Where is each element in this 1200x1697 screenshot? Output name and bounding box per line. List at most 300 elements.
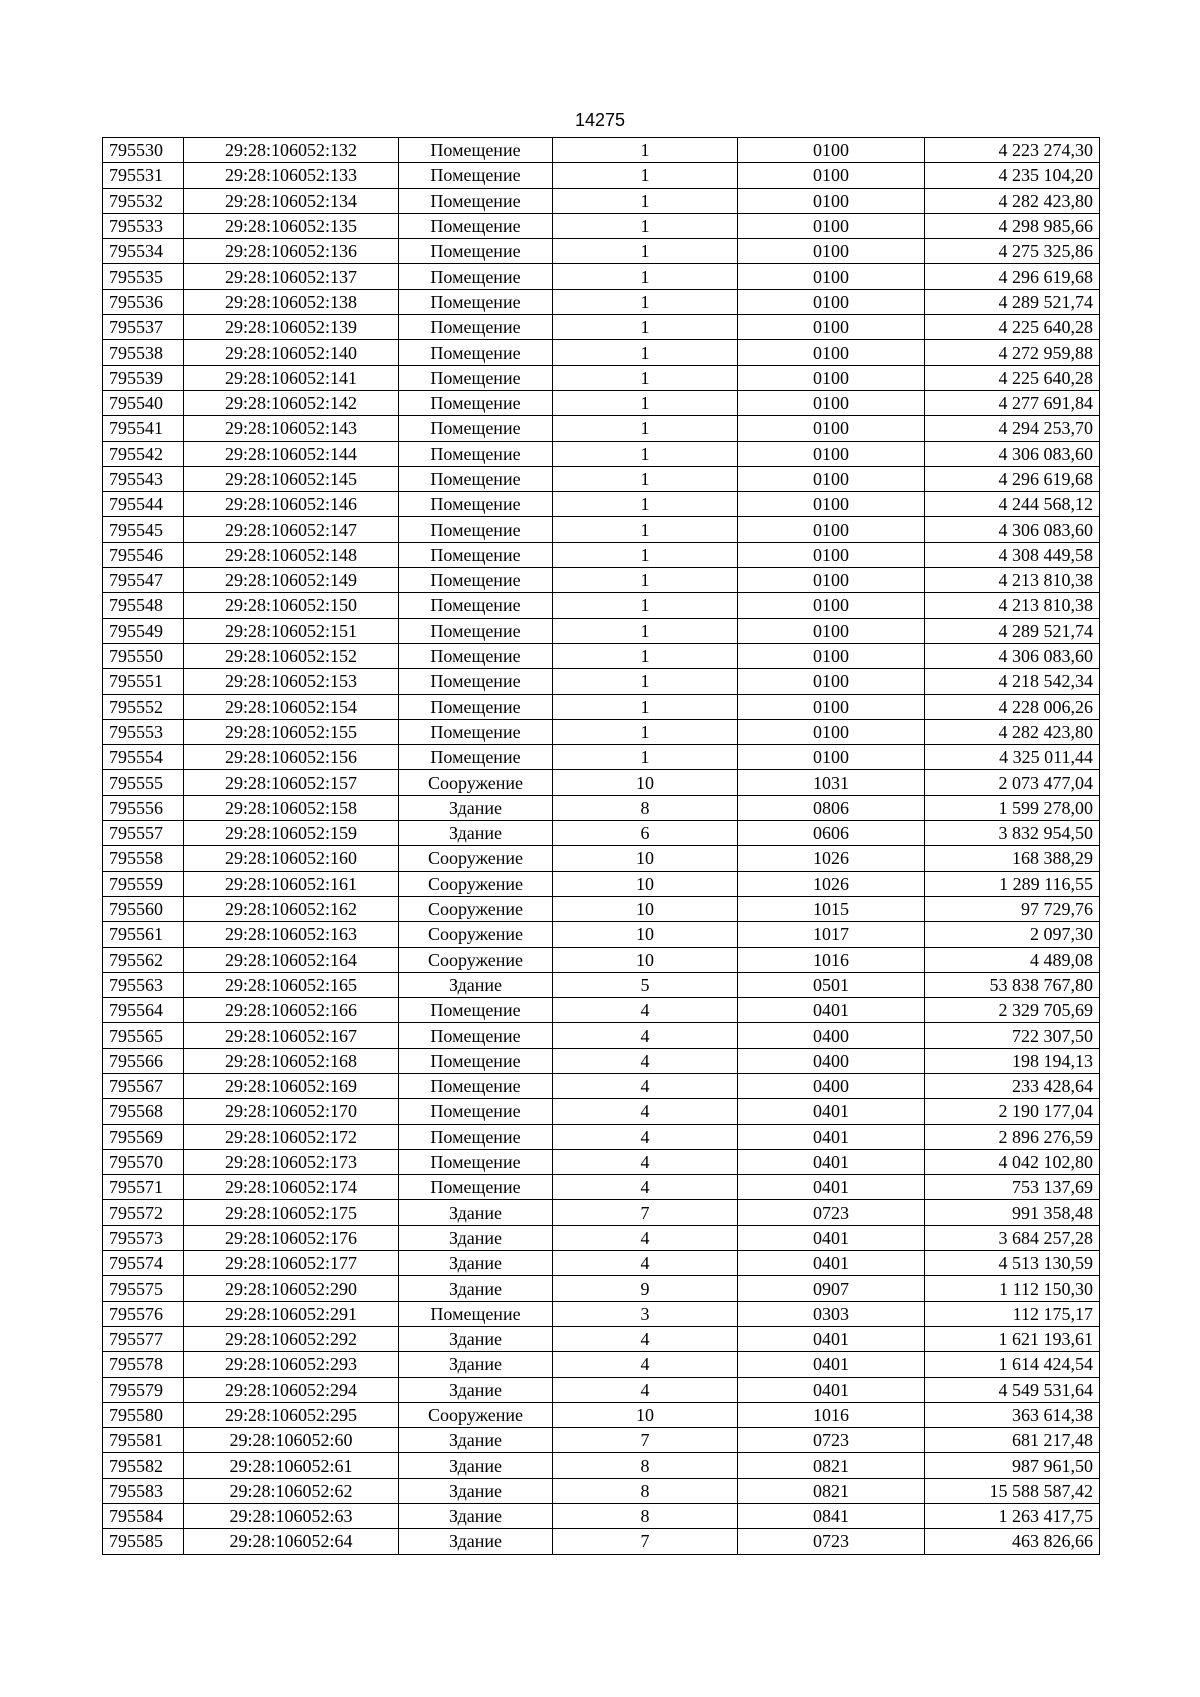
table-row — [103, 1200, 1100, 1225]
code-cell: 0100 — [738, 492, 925, 517]
object-type-cell: Помещение — [399, 1048, 553, 1073]
cadastral-value-cell: 4 275 325,86 — [925, 239, 1100, 264]
row-number-cell: 795548 — [103, 593, 184, 618]
cadastral-value-cell: 4 549 531,64 — [925, 1377, 1100, 1402]
row-number-cell: 795568 — [103, 1099, 184, 1124]
cadastral-value-cell: 4 272 959,88 — [925, 340, 1100, 365]
row-number-cell: 795579 — [103, 1377, 184, 1402]
cadastral-number-cell: 29:28:106052:147 — [184, 517, 399, 542]
group-cell: 1 — [553, 492, 738, 517]
object-type-cell: Помещение — [399, 1175, 553, 1200]
cadastral-number-cell: 29:28:106052:150 — [184, 593, 399, 618]
code-cell: 0401 — [738, 1352, 925, 1377]
cadastral-value-cell: 4 489,08 — [925, 947, 1100, 972]
row-number-cell: 795574 — [103, 1251, 184, 1276]
row-number-cell: 795562 — [103, 947, 184, 972]
cadastral-value-cell: 722 307,50 — [925, 1023, 1100, 1048]
cadastral-value-cell: 4 225 640,28 — [925, 315, 1100, 340]
row-number-cell: 795584 — [103, 1504, 184, 1529]
row-number-cell: 795558 — [103, 846, 184, 871]
table-row — [103, 264, 1100, 289]
code-cell: 0100 — [738, 163, 925, 188]
code-cell: 0401 — [738, 998, 925, 1023]
table-row — [103, 643, 1100, 668]
cadastral-number-cell: 29:28:106052:172 — [184, 1124, 399, 1149]
table-row — [103, 1149, 1100, 1174]
row-number-cell: 795538 — [103, 340, 184, 365]
object-type-cell: Помещение — [399, 1149, 553, 1174]
row-number-cell: 795583 — [103, 1478, 184, 1503]
cadastral-number-cell: 29:28:106052:158 — [184, 795, 399, 820]
object-type-cell: Помещение — [399, 517, 553, 542]
code-cell: 0303 — [738, 1301, 925, 1326]
object-type-cell: Здание — [399, 1529, 553, 1554]
table-row — [103, 1352, 1100, 1377]
code-cell: 0100 — [738, 466, 925, 491]
code-cell: 1015 — [738, 896, 925, 921]
row-number-cell: 795544 — [103, 492, 184, 517]
object-type-cell: Здание — [399, 1453, 553, 1478]
object-type-cell: Здание — [399, 1251, 553, 1276]
row-number-cell: 795536 — [103, 289, 184, 314]
row-number-cell: 795549 — [103, 618, 184, 643]
code-cell: 0821 — [738, 1478, 925, 1503]
table-row — [103, 1478, 1100, 1503]
cadastral-number-cell: 29:28:106052:173 — [184, 1149, 399, 1174]
row-number-cell: 795580 — [103, 1402, 184, 1427]
table-row — [103, 1453, 1100, 1478]
group-cell: 7 — [553, 1529, 738, 1554]
code-cell: 0100 — [738, 593, 925, 618]
cadastral-number-cell: 29:28:106052:175 — [184, 1200, 399, 1225]
cadastral-value-cell: 4 296 619,68 — [925, 466, 1100, 491]
table-row — [103, 1402, 1100, 1427]
row-number-cell: 795546 — [103, 542, 184, 567]
row-number-cell: 795575 — [103, 1276, 184, 1301]
row-number-cell: 795565 — [103, 1023, 184, 1048]
group-cell: 1 — [553, 365, 738, 390]
table-row — [103, 694, 1100, 719]
code-cell: 0100 — [738, 315, 925, 340]
cadastral-value-cell: 4 306 083,60 — [925, 643, 1100, 668]
row-number-cell: 795578 — [103, 1352, 184, 1377]
group-cell: 1 — [553, 618, 738, 643]
group-cell: 10 — [553, 896, 738, 921]
object-type-cell: Сооружение — [399, 1402, 553, 1427]
cadastral-value-cell: 4 306 083,60 — [925, 441, 1100, 466]
cadastral-number-cell: 29:28:106052:162 — [184, 896, 399, 921]
group-cell: 9 — [553, 1276, 738, 1301]
cadastral-value-cell: 987 961,50 — [925, 1453, 1100, 1478]
object-type-cell: Помещение — [399, 340, 553, 365]
object-type-cell: Помещение — [399, 593, 553, 618]
table-row — [103, 289, 1100, 314]
cadastral-value-cell: 681 217,48 — [925, 1428, 1100, 1453]
cadastral-value-cell: 4 513 130,59 — [925, 1251, 1100, 1276]
table-row — [103, 846, 1100, 871]
object-type-cell: Помещение — [399, 1099, 553, 1124]
object-type-cell: Помещение — [399, 315, 553, 340]
object-type-cell: Помещение — [399, 643, 553, 668]
code-cell: 0100 — [738, 719, 925, 744]
table-row — [103, 1099, 1100, 1124]
row-number-cell: 795539 — [103, 365, 184, 390]
group-cell: 4 — [553, 1023, 738, 1048]
group-cell: 1 — [553, 163, 738, 188]
cadastral-value-cell: 4 282 423,80 — [925, 188, 1100, 213]
object-type-cell: Сооружение — [399, 871, 553, 896]
cadastral-value-cell: 3 832 954,50 — [925, 821, 1100, 846]
group-cell: 7 — [553, 1200, 738, 1225]
row-number-cell: 795537 — [103, 315, 184, 340]
group-cell: 4 — [553, 1377, 738, 1402]
object-type-cell: Помещение — [399, 138, 553, 163]
cadastral-number-cell: 29:28:106052:140 — [184, 340, 399, 365]
code-cell: 0100 — [738, 542, 925, 567]
code-cell: 0100 — [738, 745, 925, 770]
object-type-cell: Помещение — [399, 1301, 553, 1326]
table-row — [103, 416, 1100, 441]
object-type-cell: Помещение — [399, 466, 553, 491]
table-row — [103, 466, 1100, 491]
table-row — [103, 441, 1100, 466]
cadastral-number-cell: 29:28:106052:139 — [184, 315, 399, 340]
code-cell: 0100 — [738, 289, 925, 314]
code-cell: 0100 — [738, 188, 925, 213]
cadastral-value-cell: 4 289 521,74 — [925, 618, 1100, 643]
cadastral-value-cell: 15 588 587,42 — [925, 1478, 1100, 1503]
object-type-cell: Помещение — [399, 618, 553, 643]
code-cell: 1016 — [738, 947, 925, 972]
object-type-cell: Здание — [399, 1276, 553, 1301]
code-cell: 0100 — [738, 441, 925, 466]
group-cell: 4 — [553, 1251, 738, 1276]
group-cell: 1 — [553, 264, 738, 289]
group-cell: 8 — [553, 1478, 738, 1503]
row-number-cell: 795533 — [103, 213, 184, 238]
object-type-cell: Помещение — [399, 745, 553, 770]
row-number-cell: 795571 — [103, 1175, 184, 1200]
cadastral-number-cell: 29:28:106052:292 — [184, 1326, 399, 1351]
group-cell: 1 — [553, 542, 738, 567]
cadastral-number-cell: 29:28:106052:161 — [184, 871, 399, 896]
row-number-cell: 795534 — [103, 239, 184, 264]
group-cell: 4 — [553, 998, 738, 1023]
row-number-cell: 795555 — [103, 770, 184, 795]
row-number-cell: 795532 — [103, 188, 184, 213]
table-row — [103, 745, 1100, 770]
object-type-cell: Помещение — [399, 492, 553, 517]
object-type-cell: Сооружение — [399, 846, 553, 871]
row-number-cell: 795552 — [103, 694, 184, 719]
cadastral-value-cell: 4 296 619,68 — [925, 264, 1100, 289]
object-type-cell: Здание — [399, 1377, 553, 1402]
cadastral-number-cell: 29:28:106052:170 — [184, 1099, 399, 1124]
cadastral-value-cell: 1 289 116,55 — [925, 871, 1100, 896]
table-row — [103, 1377, 1100, 1402]
group-cell: 5 — [553, 972, 738, 997]
cadastral-number-cell: 29:28:106052:133 — [184, 163, 399, 188]
cadastral-value-cell: 753 137,69 — [925, 1175, 1100, 1200]
object-type-cell: Помещение — [399, 239, 553, 264]
object-type-cell: Помещение — [399, 1023, 553, 1048]
cadastral-number-cell: 29:28:106052:163 — [184, 922, 399, 947]
code-cell: 1017 — [738, 922, 925, 947]
code-cell: 0401 — [738, 1099, 925, 1124]
code-cell: 0100 — [738, 669, 925, 694]
cadastral-value-cell: 4 213 810,38 — [925, 593, 1100, 618]
cadastral-number-cell: 29:28:106052:156 — [184, 745, 399, 770]
object-type-cell: Помещение — [399, 542, 553, 567]
row-number-cell: 795535 — [103, 264, 184, 289]
cadastral-number-cell: 29:28:106052:151 — [184, 618, 399, 643]
group-cell: 4 — [553, 1149, 738, 1174]
code-cell: 0100 — [738, 138, 925, 163]
cadastral-value-cell: 1 263 417,75 — [925, 1504, 1100, 1529]
code-cell: 0100 — [738, 694, 925, 719]
cadastral-number-cell: 29:28:106052:141 — [184, 365, 399, 390]
object-type-cell: Помещение — [399, 568, 553, 593]
table-row — [103, 871, 1100, 896]
cadastral-number-cell: 29:28:106052:165 — [184, 972, 399, 997]
table-row — [103, 340, 1100, 365]
row-number-cell: 795569 — [103, 1124, 184, 1149]
group-cell: 1 — [553, 340, 738, 365]
code-cell: 0841 — [738, 1504, 925, 1529]
cadastral-value-cell: 4 235 104,20 — [925, 163, 1100, 188]
row-number-cell: 795557 — [103, 821, 184, 846]
table-row — [103, 1529, 1100, 1554]
cadastral-number-cell: 29:28:106052:176 — [184, 1225, 399, 1250]
cadastral-value-cell: 4 308 449,58 — [925, 542, 1100, 567]
row-number-cell: 795585 — [103, 1529, 184, 1554]
cadastral-value-cell: 1 621 193,61 — [925, 1326, 1100, 1351]
object-type-cell: Здание — [399, 1225, 553, 1250]
group-cell: 10 — [553, 922, 738, 947]
page-number: 14275 — [574, 110, 626, 130]
cadastral-number-cell: 29:28:106052:62 — [184, 1478, 399, 1503]
cadastral-number-cell: 29:28:106052:290 — [184, 1276, 399, 1301]
group-cell: 1 — [553, 669, 738, 694]
cadastral-number-cell: 29:28:106052:157 — [184, 770, 399, 795]
code-cell: 0400 — [738, 1048, 925, 1073]
cadastral-value-cell: 2 073 477,04 — [925, 770, 1100, 795]
group-cell: 10 — [553, 846, 738, 871]
row-number-cell: 795572 — [103, 1200, 184, 1225]
row-number-cell: 795563 — [103, 972, 184, 997]
group-cell: 1 — [553, 441, 738, 466]
cadastral-number-cell: 29:28:106052:146 — [184, 492, 399, 517]
code-cell: 0606 — [738, 821, 925, 846]
table-row — [103, 1073, 1100, 1098]
group-cell: 4 — [553, 1048, 738, 1073]
object-type-cell: Помещение — [399, 289, 553, 314]
group-cell: 8 — [553, 1504, 738, 1529]
code-cell: 0100 — [738, 390, 925, 415]
row-number-cell: 795553 — [103, 719, 184, 744]
cadastral-number-cell: 29:28:106052:159 — [184, 821, 399, 846]
code-cell: 0723 — [738, 1200, 925, 1225]
table-row — [103, 1048, 1100, 1073]
group-cell: 10 — [553, 947, 738, 972]
group-cell: 1 — [553, 315, 738, 340]
object-type-cell: Помещение — [399, 416, 553, 441]
table-row — [103, 1276, 1100, 1301]
cadastral-value-cell: 168 388,29 — [925, 846, 1100, 871]
cadastral-value-cell: 4 223 274,30 — [925, 138, 1100, 163]
table-row — [103, 618, 1100, 643]
cadastral-number-cell: 29:28:106052:136 — [184, 239, 399, 264]
row-number-cell: 795582 — [103, 1453, 184, 1478]
group-cell: 1 — [553, 745, 738, 770]
code-cell: 0100 — [738, 517, 925, 542]
group-cell: 4 — [553, 1225, 738, 1250]
table-row — [103, 593, 1100, 618]
cadastral-number-cell: 29:28:106052:138 — [184, 289, 399, 314]
table-row — [103, 1175, 1100, 1200]
cadastral-number-cell: 29:28:106052:166 — [184, 998, 399, 1023]
cadastral-number-cell: 29:28:106052:135 — [184, 213, 399, 238]
table-row — [103, 542, 1100, 567]
object-type-cell: Здание — [399, 1504, 553, 1529]
cadastral-value-cell: 2 896 276,59 — [925, 1124, 1100, 1149]
code-cell: 0100 — [738, 643, 925, 668]
code-cell: 0100 — [738, 365, 925, 390]
code-cell: 1031 — [738, 770, 925, 795]
row-number-cell: 795577 — [103, 1326, 184, 1351]
group-cell: 4 — [553, 1099, 738, 1124]
code-cell: 0100 — [738, 340, 925, 365]
code-cell: 0400 — [738, 1023, 925, 1048]
row-number-cell: 795542 — [103, 441, 184, 466]
cadastral-number-cell: 29:28:106052:295 — [184, 1402, 399, 1427]
table-row — [103, 163, 1100, 188]
cadastral-number-cell: 29:28:106052:134 — [184, 188, 399, 213]
table-row — [103, 239, 1100, 264]
group-cell: 6 — [553, 821, 738, 846]
table-row — [103, 719, 1100, 744]
code-cell: 0100 — [738, 568, 925, 593]
code-cell: 0401 — [738, 1175, 925, 1200]
row-number-cell: 795560 — [103, 896, 184, 921]
code-cell: 0100 — [738, 416, 925, 441]
cadastral-value-cell: 2 329 705,69 — [925, 998, 1100, 1023]
row-number-cell: 795530 — [103, 138, 184, 163]
code-cell: 0401 — [738, 1124, 925, 1149]
object-type-cell: Здание — [399, 1326, 553, 1351]
cadastral-number-cell: 29:28:106052:132 — [184, 138, 399, 163]
code-cell: 0100 — [738, 239, 925, 264]
row-number-cell: 795531 — [103, 163, 184, 188]
row-number-cell: 795541 — [103, 416, 184, 441]
table-row — [103, 1504, 1100, 1529]
row-number-cell: 795570 — [103, 1149, 184, 1174]
row-number-cell: 795554 — [103, 745, 184, 770]
cadastral-value-cell: 463 826,66 — [925, 1529, 1100, 1554]
table-row — [103, 517, 1100, 542]
group-cell: 1 — [553, 416, 738, 441]
group-cell: 10 — [553, 1402, 738, 1427]
cadastral-number-cell: 29:28:106052:144 — [184, 441, 399, 466]
code-cell: 0100 — [738, 618, 925, 643]
object-type-cell: Помещение — [399, 213, 553, 238]
cadastral-value-cell: 4 282 423,80 — [925, 719, 1100, 744]
table-row — [103, 1225, 1100, 1250]
cadastral-value-cell: 4 277 691,84 — [925, 390, 1100, 415]
cadastral-number-cell: 29:28:106052:293 — [184, 1352, 399, 1377]
table-row — [103, 1023, 1100, 1048]
cadastral-value-cell: 2 190 177,04 — [925, 1099, 1100, 1124]
cadastral-value-table — [102, 137, 1100, 1555]
table-row — [103, 138, 1100, 163]
cadastral-number-cell: 29:28:106052:294 — [184, 1377, 399, 1402]
group-cell: 4 — [553, 1073, 738, 1098]
object-type-cell: Здание — [399, 972, 553, 997]
group-cell: 7 — [553, 1428, 738, 1453]
group-cell: 1 — [553, 390, 738, 415]
row-number-cell: 795567 — [103, 1073, 184, 1098]
row-number-cell: 795564 — [103, 998, 184, 1023]
code-cell: 0723 — [738, 1428, 925, 1453]
row-number-cell: 795581 — [103, 1428, 184, 1453]
cadastral-number-cell: 29:28:106052:61 — [184, 1453, 399, 1478]
cadastral-value-cell: 198 194,13 — [925, 1048, 1100, 1073]
object-type-cell: Здание — [399, 1428, 553, 1453]
group-cell: 1 — [553, 694, 738, 719]
cadastral-number-cell: 29:28:106052:63 — [184, 1504, 399, 1529]
table-row — [103, 213, 1100, 238]
group-cell: 1 — [553, 289, 738, 314]
cadastral-value-cell: 4 294 253,70 — [925, 416, 1100, 441]
code-cell: 0401 — [738, 1149, 925, 1174]
object-type-cell: Помещение — [399, 441, 553, 466]
table-row — [103, 1124, 1100, 1149]
table-row — [103, 1326, 1100, 1351]
row-number-cell: 795550 — [103, 643, 184, 668]
object-type-cell: Здание — [399, 1478, 553, 1503]
code-cell: 1016 — [738, 1402, 925, 1427]
code-cell: 0821 — [738, 1453, 925, 1478]
object-type-cell: Помещение — [399, 188, 553, 213]
table-row — [103, 188, 1100, 213]
table-row — [103, 1301, 1100, 1326]
row-number-cell: 795547 — [103, 568, 184, 593]
cadastral-value-cell: 4 218 542,34 — [925, 669, 1100, 694]
code-cell: 0100 — [738, 264, 925, 289]
cadastral-number-cell: 29:28:106052:153 — [184, 669, 399, 694]
cadastral-number-cell: 29:28:106052:177 — [184, 1251, 399, 1276]
cadastral-number-cell: 29:28:106052:148 — [184, 542, 399, 567]
table-row — [103, 390, 1100, 415]
object-type-cell: Сооружение — [399, 947, 553, 972]
cadastral-value-cell: 3 684 257,28 — [925, 1225, 1100, 1250]
group-cell: 8 — [553, 1453, 738, 1478]
group-cell: 4 — [553, 1326, 738, 1351]
table-body — [103, 138, 1100, 1555]
object-type-cell: Сооружение — [399, 922, 553, 947]
row-number-cell: 795556 — [103, 795, 184, 820]
row-number-cell: 795545 — [103, 517, 184, 542]
object-type-cell: Помещение — [399, 1124, 553, 1149]
object-type-cell: Здание — [399, 1200, 553, 1225]
group-cell: 1 — [553, 466, 738, 491]
code-cell: 1026 — [738, 846, 925, 871]
table-row — [103, 795, 1100, 820]
group-cell: 1 — [553, 138, 738, 163]
cadastral-value-cell: 4 298 985,66 — [925, 213, 1100, 238]
table-row — [103, 365, 1100, 390]
object-type-cell: Здание — [399, 1352, 553, 1377]
